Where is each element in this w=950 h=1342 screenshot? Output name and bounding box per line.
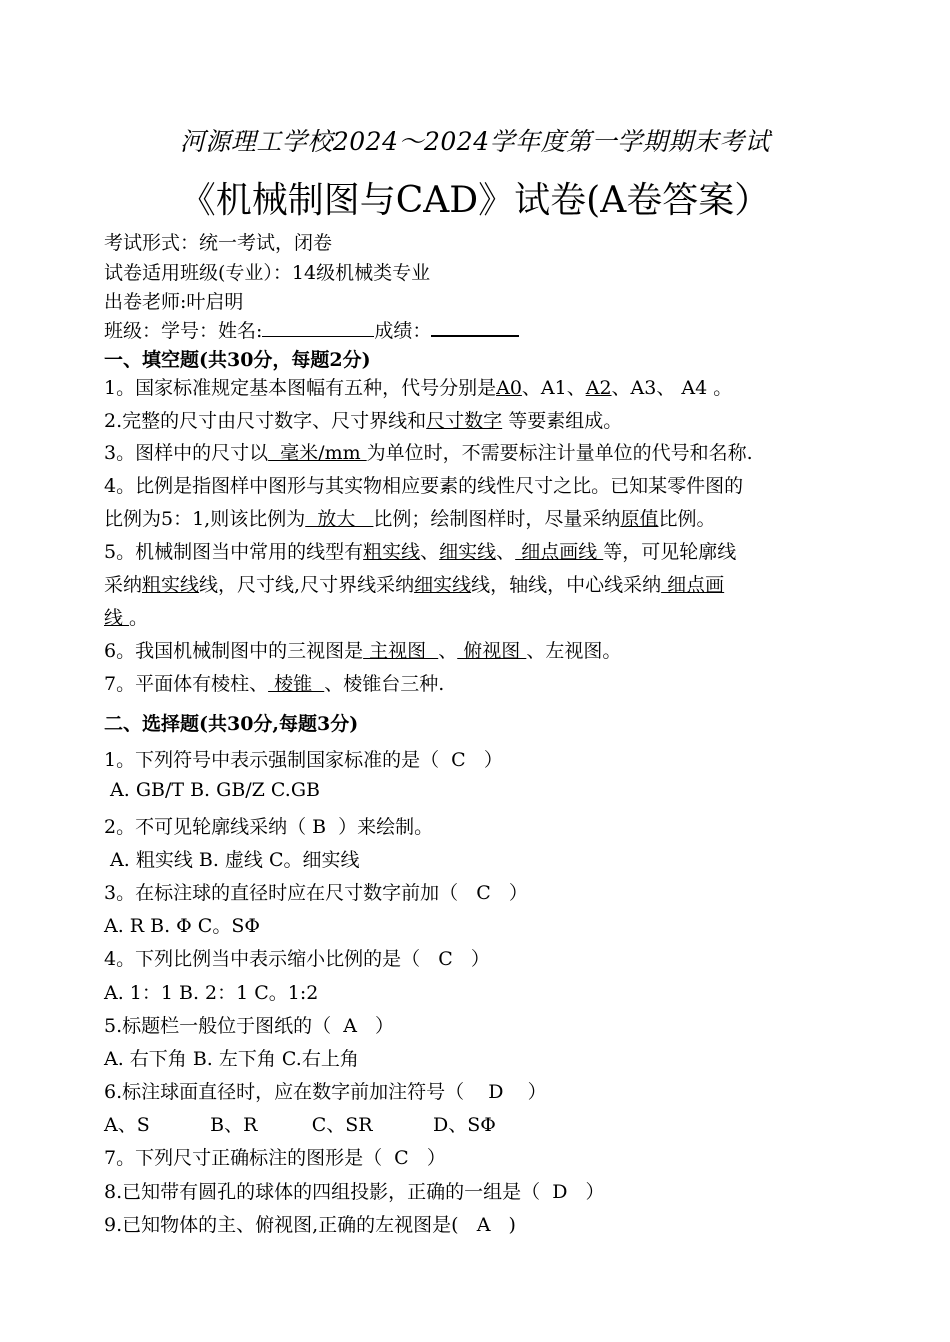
- choice-line: 9.已知物体的主、俯视图,正确的左视图是( A ): [104, 1214, 516, 1236]
- q6-text-end: 、左视图。: [526, 640, 622, 662]
- q3-answer: 毫米/mm: [268, 442, 367, 464]
- fill-question-7: [104, 669, 444, 696]
- q1-text-end: 、A3、 A4 。: [611, 377, 733, 399]
- q5-line2-mid2: 线，轴线，中心线采纳: [471, 574, 662, 596]
- fill-question-6: [104, 636, 621, 663]
- q5-answer-3: 细点画线: [515, 541, 604, 563]
- choice-line: 5.标题栏一般位于图纸的（ A ）: [104, 1015, 395, 1037]
- fill-question-1: [104, 373, 732, 400]
- fill-question-5-line3: [104, 603, 148, 630]
- exam-form: 考试形式：统一考试，闭卷: [104, 232, 333, 254]
- q6-answer-1: 主视图: [363, 640, 439, 662]
- section1-heading: 一、填空题(共30分，每题2分): [104, 349, 371, 371]
- fill-question-2: [104, 406, 622, 433]
- choice-line: A. 右下角 B. 左下角 C.右上角: [104, 1048, 359, 1070]
- choice-line: 6.标注球面直径时，应在数字前加注符号（ D ）: [104, 1081, 547, 1103]
- q4-text-mid: 比例；绘制图样时，尽量采纳: [373, 508, 621, 530]
- q4-answer-2: 原值: [620, 508, 659, 530]
- q5-text-end: 等，可见轮廓线: [603, 541, 737, 563]
- choice-line: 2。不可见轮廓线采纳（ B ）来绘制。: [104, 816, 434, 838]
- choice-line: A. 粗实线 B. 虚线 C。细实线: [104, 849, 360, 871]
- q5-answer-1: 粗实线: [363, 541, 421, 563]
- name-blank[interactable]: [262, 318, 374, 337]
- q7-answer: 棱锥: [268, 673, 325, 695]
- choice-line: A. GB/T B. GB/Z C.GB: [104, 779, 320, 801]
- score-label: 成绩：: [374, 320, 432, 342]
- fill-question-4-line2: [104, 504, 715, 531]
- q4-answer-1: 放大: [305, 508, 374, 530]
- q2-text: 2.完整的尺寸由尺寸数字、尺寸界线和: [104, 410, 427, 432]
- choice-line: 4。下列比例当中表示缩小比例的是（ C ）: [104, 948, 490, 970]
- q6-answer-2: 俯视图: [457, 640, 527, 662]
- choice-line: A. 1：1 B. 2：1 C。1:2: [104, 982, 319, 1004]
- q7-text: 7。平面体有棱柱、: [104, 673, 269, 695]
- q5-line3-end: 。: [129, 607, 149, 629]
- choice-line: 8.已知带有圆孔的球体的四组投影，正确的一组是（ D ）: [104, 1181, 605, 1203]
- school-exam-line: 河源理工学校2024～2024学年度第一学期期末考试: [179, 127, 771, 156]
- q5-line2-text: 采纳: [104, 574, 143, 596]
- choice-line: A. R B. Φ C。SΦ: [104, 915, 260, 937]
- choice-line: 1。下列符号中表示强制国家标准的是（ C ）: [104, 749, 503, 771]
- q6-text: 6。我国机械制图中的三视图是: [104, 640, 364, 662]
- q4-text-end: 比例。: [658, 508, 716, 530]
- q3-text-end: 为单位时，不需要标注计量单位的代号和名称.: [366, 442, 753, 464]
- choice-line: 7。下列尺寸正确标注的图形是（ C ）: [104, 1147, 446, 1169]
- student-row-label: 班级：学号：姓名:: [104, 320, 263, 342]
- q6-sep: 、: [438, 640, 458, 662]
- q2-text-end: 等要素组成。: [502, 410, 623, 432]
- q5-answer-6-cont: 线: [104, 607, 130, 629]
- fill-question-5-line1: [104, 537, 736, 564]
- q5-sep-1: 、: [420, 541, 440, 563]
- q7-text-end: 、棱锥台三种.: [324, 673, 445, 695]
- paper-title: 《机械制图与CAD》试卷(A卷答案）: [179, 180, 771, 221]
- fill-question-4-line1: 4。比例是指图样中图形与其实物相应要素的线性尺寸之比。已知某零件图的: [104, 475, 744, 497]
- q5-answer-5: 细实线: [414, 574, 472, 596]
- q5-answer-4: 粗实线: [142, 574, 200, 596]
- q1-text-mid: 、A1、: [521, 377, 586, 399]
- q5-answer-2: 细实线: [439, 541, 497, 563]
- q1-answer-1: A0: [496, 377, 522, 399]
- q4-text: 比例为5：1,则该比例为: [104, 508, 306, 530]
- teacher: 出卷老师:叶启明: [104, 291, 244, 313]
- choice-line: A、S B、R C、SR D、SΦ: [104, 1114, 496, 1136]
- applicable-class: 试卷适用班级(专业）：14级机械类专业: [104, 262, 431, 284]
- q1-text: 1。国家标准规定基本图幅有五种，代号分别是: [104, 377, 497, 399]
- q3-text: 3。图样中的尺寸以: [104, 442, 269, 464]
- q5-sep-2: 、: [496, 541, 516, 563]
- fill-question-3: [104, 438, 753, 465]
- q5-answer-6: 细点画: [661, 574, 725, 596]
- score-blank[interactable]: [431, 317, 519, 337]
- q2-answer: 尺寸数字: [426, 410, 503, 432]
- q1-answer-2: A2: [585, 377, 612, 399]
- q5-line2-mid: 线，尺寸线,尺寸界线采纳: [199, 574, 415, 596]
- fill-question-5-line2: [104, 570, 724, 597]
- student-info-row: [104, 316, 519, 343]
- choice-line: 3。在标注球的直径时应在尺寸数字前加（ C ）: [104, 882, 528, 904]
- q5-text: 5。机械制图当中常用的线型有: [104, 541, 364, 563]
- section2-heading: 二、选择题(共30分,每题3分): [104, 713, 359, 735]
